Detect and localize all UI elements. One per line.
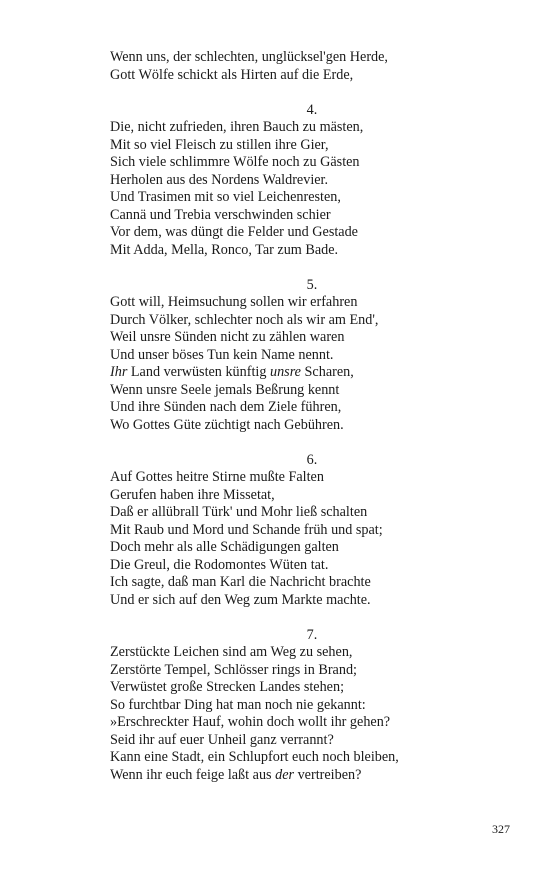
poem-page — [110, 49, 510, 784]
verse-line: Und unser böses Tun kein Name nennt. — [110, 346, 334, 363]
verse-line: Die Greul, die Rodomontes Wüten tat. — [110, 556, 329, 573]
verse-line: Zerstörte Tempel, Schlösser rings in Brand; — [110, 661, 357, 678]
verse-line: Daß er allübrall Türk' und Mohr ließ schalten — [110, 504, 368, 520]
italic-word: unsre — [269, 364, 301, 380]
verse-line: Kann eine Stadt, ein Schlupfort euch noch bleiben, — [110, 749, 399, 765]
stanza-5 — [110, 277, 510, 435]
verse-line-mixed — [110, 364, 510, 382]
verse-fragment: Scharen, — [301, 364, 354, 380]
verse-line: Doch mehr als alle Schädigungen galten — [110, 539, 339, 555]
italic-word: Ihr — [110, 364, 128, 380]
verse-line: »Erschreckter Hauf, wohin doch wollt ihr gehen? — [110, 714, 391, 730]
verse-line: Wo Gottes Güte züchtigt nach Gebühren. — [110, 416, 344, 433]
verse-line: Wenn unsre Seele jemals Beßrung kennt — [110, 381, 340, 398]
verse-line: Verwüstet große Strecken Landes stehen; — [110, 679, 345, 695]
verse-line: So furchtbar Ding hat man noch nie gekannt: — [110, 696, 366, 713]
verse-fragment: vertreiben? — [294, 766, 362, 783]
verse-line: Herholen aus des Nordens Waldrevier. — [110, 171, 329, 188]
verse-line: Gerufen haben ihre Missetat, — [110, 486, 275, 503]
verse-line: Gott Wölfe schickt als Hirten auf die Erde, — [110, 66, 354, 83]
verse-line-mixed — [110, 767, 510, 785]
verse-fragment: Wenn ihr euch feige laßt aus — [110, 766, 276, 783]
verse-line: Und ihre Sünden nach dem Ziele führen, — [110, 399, 342, 415]
verse-line: Sich viele schlimmre Wölfe noch zu Gästen — [110, 154, 360, 170]
verse-line: Mit Raub und Mord und Schande früh und spat; — [110, 521, 383, 538]
stanza-number: 4. — [306, 101, 318, 118]
verse-line: Die, nicht zufrieden, ihren Bauch zu mästen, — [110, 119, 364, 135]
verse-line: Gott will, Heimsuchung sollen wir erfahren — [110, 294, 358, 310]
verse-line: Zerstückte Leichen sind am Weg zu sehen, — [110, 644, 353, 660]
verse-line: Ich sagte, daß man Karl die Nachricht brachte — [110, 574, 371, 590]
stanza-7 — [110, 627, 510, 785]
verse-line: Auf Gottes heitre Stirne mußte Falten — [110, 469, 324, 485]
verse-line: Seid ihr auf euer Unheil ganz verrannt? — [110, 731, 334, 748]
stanza-number: 7. — [306, 626, 318, 643]
verse-line: Vor dem, was düngt die Felder und Gestade — [110, 224, 358, 240]
stanza-6 — [110, 452, 510, 610]
verse-fragment: Land verwüsten künftig — [127, 364, 270, 380]
verse-line: Wenn uns, der schlechten, unglücksel'gen Herde, — [110, 49, 388, 65]
verse-line: Und er sich auf den Weg zum Markte machte. — [110, 591, 371, 608]
verse-line: Cannä und Trebia verschwinden schier — [110, 206, 331, 223]
stanza-number: 5. — [306, 276, 318, 293]
verse-line: Und Trasimen mit so viel Leichenresten, — [110, 189, 341, 205]
stanza-intro — [110, 49, 510, 84]
stanza-number: 6. — [306, 451, 318, 468]
italic-word: der — [275, 766, 295, 783]
verse-line: Mit Adda, Mella, Ronco, Tar zum Bade. — [110, 241, 339, 258]
verse-line: Mit so viel Fleisch zu stillen ihre Gier, — [110, 136, 329, 153]
verse-line: Weil unsre Sünden nicht zu zählen waren — [110, 329, 345, 345]
stanza-4 — [110, 102, 510, 260]
verse-line: Durch Völker, schlechter noch als wir am End', — [110, 311, 379, 328]
page-number: 327 — [492, 822, 510, 836]
